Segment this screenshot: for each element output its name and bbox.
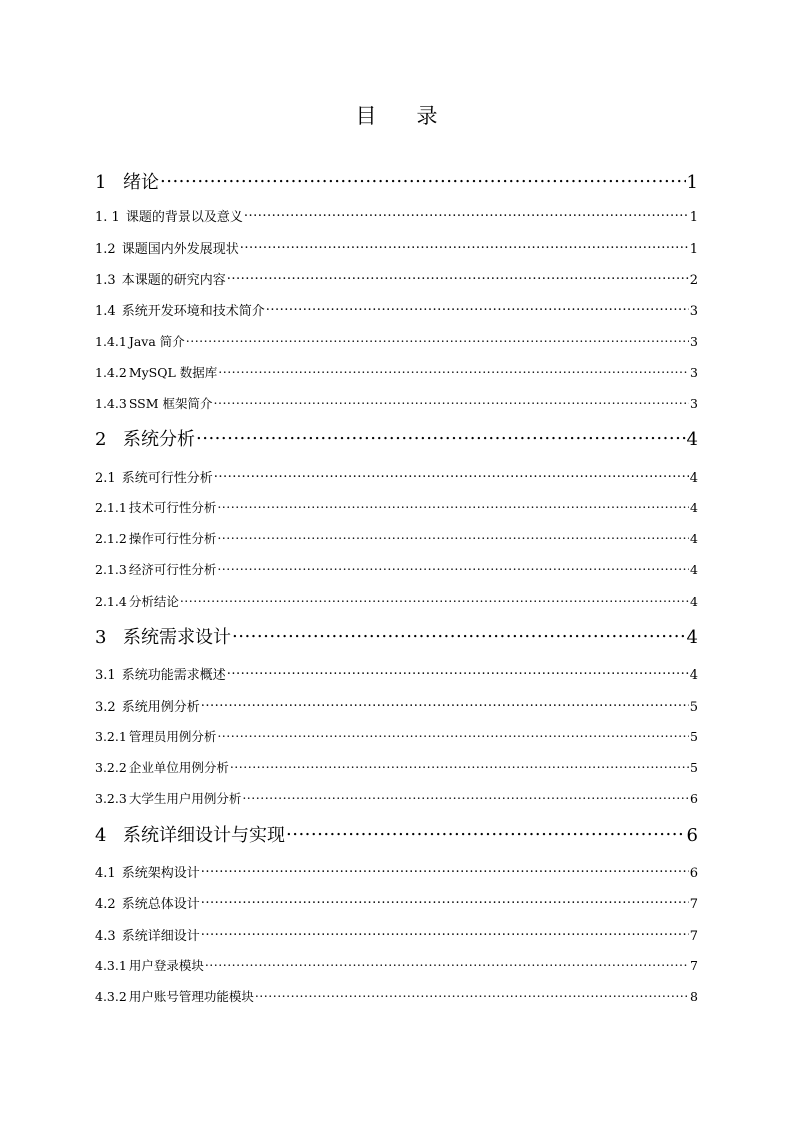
toc-entry-title: 课题国内外发展现状	[121, 242, 239, 257]
toc-entry-number: 1.3	[95, 273, 116, 288]
toc-entry-number: 1.4.2	[95, 365, 127, 380]
toc-entry-number: 3.2.2	[95, 760, 127, 775]
toc-entry-number: 4.3.1	[95, 958, 127, 973]
toc-entry-title: 课题的背景以及意义	[125, 210, 243, 225]
toc-entry-title: 管理员用例分析	[128, 729, 217, 744]
toc-entry-number: 1.4	[95, 304, 116, 319]
dot-leader	[214, 469, 689, 482]
toc-entry-label	[95, 623, 231, 649]
toc-entry-label	[95, 987, 254, 1005]
toc-entry[interactable]	[95, 592, 698, 610]
dot-leader	[201, 698, 689, 711]
toc-entry-page-number: 6	[689, 866, 698, 881]
toc-entry-label	[95, 206, 243, 225]
toc-entry-label	[95, 238, 239, 257]
toc-entry-title: 绪论	[123, 172, 159, 193]
toc-entry-title: 用户账号管理功能模块	[128, 989, 254, 1004]
toc-entry-label	[95, 498, 216, 516]
toc-entry[interactable]	[95, 727, 698, 745]
toc-entry-title: 分析结论	[128, 594, 179, 609]
dot-leader	[232, 625, 686, 643]
toc-entry-number: 3.2	[95, 700, 116, 715]
dot-leader	[227, 271, 689, 284]
toc-entry-label	[95, 269, 226, 288]
toc-entry[interactable]	[95, 623, 698, 649]
toc-entry-label	[95, 529, 216, 547]
toc-entry-title: 系统分析	[123, 429, 195, 450]
toc-entry-page-number: 4	[686, 429, 698, 450]
dot-leader	[201, 864, 689, 877]
toc-entry[interactable]	[95, 758, 698, 776]
dot-leader	[227, 666, 689, 679]
toc-entry-page-number: 7	[689, 929, 698, 944]
toc-entry-label	[95, 821, 285, 847]
toc-entry-page-number: 3	[690, 365, 698, 380]
toc-entry-title: 系统用例分析	[121, 700, 200, 715]
toc-entry-label	[95, 560, 216, 578]
toc-entry-title: 企业单位用例分析	[128, 760, 229, 775]
dot-leader	[244, 208, 689, 221]
toc-entry-title: 技术可行性分析	[128, 500, 217, 515]
toc-entry-page-number: 8	[690, 989, 698, 1004]
dot-leader	[266, 302, 689, 315]
toc-entry-label	[95, 467, 213, 486]
toc-entry[interactable]	[95, 529, 698, 547]
dot-leader	[255, 989, 689, 1002]
toc-entry-title: 系统开发环境和技术简介	[121, 304, 265, 319]
toc-entry[interactable]	[95, 498, 698, 516]
page-title	[0, 100, 793, 130]
toc-entry[interactable]	[95, 467, 698, 486]
toc-entry-page-number: 7	[689, 897, 698, 912]
toc-entry-title: Java 简介	[128, 334, 185, 349]
toc-entry-title: 操作可行性分析	[128, 531, 217, 546]
toc-entry-label	[95, 592, 179, 610]
toc-entry-title: 系统需求设计	[123, 627, 231, 648]
toc-entry-title: 用户登录模块	[128, 958, 204, 973]
toc-entry-label	[95, 925, 200, 944]
toc-entry-page-number: 5	[690, 760, 698, 775]
toc-entry-page-number: 1	[689, 242, 698, 257]
toc-entry[interactable]	[95, 956, 698, 974]
toc-entry-page-number: 4	[686, 627, 698, 648]
toc-entry-title: 本课题的研究内容	[121, 273, 226, 288]
dot-leader	[180, 594, 689, 607]
toc-entry-number: 2.1.3	[95, 562, 127, 577]
dot-leader	[286, 823, 686, 841]
toc-entry-page-number: 1	[689, 210, 698, 225]
dot-leader	[160, 170, 686, 188]
dot-leader	[217, 500, 689, 513]
toc-entry-title: 系统详细设计	[121, 929, 200, 944]
toc-entry-label	[95, 956, 204, 974]
toc-entry-title: 系统可行性分析	[121, 471, 213, 486]
toc-entry-title: 经济可行性分析	[128, 562, 217, 577]
toc-entry-number: 3	[95, 627, 107, 648]
toc-entry[interactable]	[95, 206, 698, 225]
toc-entry-number: 4.1	[95, 866, 116, 881]
dot-leader	[240, 240, 689, 253]
toc-entry[interactable]	[95, 925, 698, 944]
toc-entry-page-number: 7	[690, 958, 698, 973]
toc-entry[interactable]	[95, 425, 698, 451]
toc-entry-page-number: 5	[689, 700, 698, 715]
toc-entry-page-number: 4	[690, 531, 698, 546]
title-char-2: 录	[416, 104, 438, 128]
toc-entry-number: 4.2	[95, 897, 116, 912]
toc-entry[interactable]	[95, 269, 698, 288]
toc-entry-label	[95, 394, 213, 412]
toc-entry-title: 大学生用户用例分析	[128, 791, 242, 806]
toc-entry-number: 2.1.4	[95, 594, 127, 609]
toc-entry-title: SSM 框架简介	[128, 396, 213, 411]
toc-entry[interactable]	[95, 893, 698, 912]
toc-entry-number: 4.3	[95, 929, 116, 944]
toc-entry[interactable]	[95, 363, 698, 381]
toc-entry-label	[95, 332, 185, 350]
toc-entry-label	[95, 300, 265, 319]
toc-entry-number: 2.1.1	[95, 500, 127, 515]
toc-entry-title: 系统详细设计与实现	[123, 825, 285, 846]
toc-entry-label	[95, 363, 217, 381]
toc-entry-page-number: 3	[690, 396, 698, 411]
toc-entry[interactable]	[95, 664, 698, 683]
toc-entry-page-number: 2	[689, 273, 698, 288]
dot-leader	[201, 895, 689, 908]
toc-entry-label	[95, 425, 195, 451]
toc-entry-number: 3.2.3	[95, 791, 127, 806]
toc-entry-page-number: 4	[690, 562, 698, 577]
toc-entry[interactable]	[95, 300, 698, 319]
toc-entry[interactable]	[95, 789, 698, 807]
toc-entry[interactable]	[95, 168, 698, 194]
dot-leader	[230, 760, 689, 773]
toc-entry-title: 系统功能需求概述	[121, 668, 226, 683]
toc-entry-number: 1.4.3	[95, 396, 127, 411]
toc-entry-label	[95, 696, 200, 715]
toc-entry-title: MySQL 数据库	[128, 365, 218, 380]
toc-entry-number: 1.2	[95, 242, 116, 257]
toc-entry-number: 1	[95, 172, 107, 193]
toc-entry-number: 3.1	[95, 668, 116, 683]
toc-entry-title: 系统架构设计	[121, 866, 200, 881]
toc-entry-number: 2.1	[95, 471, 116, 486]
toc-entry-number: 2	[95, 429, 107, 450]
toc-entry-number: 2.1.2	[95, 531, 127, 546]
toc-entry-page-number: 3	[690, 334, 698, 349]
toc-entry-label	[95, 758, 229, 776]
toc-entry[interactable]	[95, 332, 698, 350]
toc-entry[interactable]	[95, 238, 698, 257]
toc-entry-number: 3.2.1	[95, 729, 127, 744]
dot-leader	[217, 531, 689, 544]
toc-entry-label	[95, 893, 200, 912]
toc-entry-page-number: 1	[686, 172, 698, 193]
toc-entry-page-number: 3	[689, 304, 698, 319]
dot-leader	[217, 729, 689, 742]
toc-entry-page-number: 5	[690, 729, 698, 744]
dot-leader	[214, 396, 690, 409]
title-char-1: 目	[355, 104, 377, 128]
dot-leader	[186, 334, 689, 347]
toc-entry[interactable]	[95, 987, 698, 1005]
toc-entry-number: 4	[95, 825, 107, 846]
toc-entry-label	[95, 789, 241, 807]
toc-entry-number: 4.3.2	[95, 989, 127, 1004]
toc-entry-page-number: 4	[689, 668, 698, 683]
toc-entry-page-number: 6	[690, 791, 698, 806]
toc-entry-label	[95, 862, 200, 881]
toc-entry-page-number: 4	[690, 500, 698, 515]
toc-entry-page-number: 6	[686, 825, 698, 846]
toc-entry[interactable]	[95, 821, 698, 847]
toc-entry-page-number: 4	[689, 471, 698, 486]
toc-entry-label	[95, 168, 159, 194]
dot-leader	[201, 927, 689, 940]
toc-entry[interactable]	[95, 560, 698, 578]
toc-entry-page-number: 4	[690, 594, 698, 609]
dot-leader	[196, 427, 686, 445]
toc-entry-number: 1.4.1	[95, 334, 127, 349]
dot-leader	[218, 365, 689, 378]
toc-entry[interactable]	[95, 394, 698, 412]
toc-entry[interactable]	[95, 696, 698, 715]
toc-entry-number: 1. 1	[95, 210, 120, 225]
dot-leader	[205, 958, 689, 971]
dot-leader	[242, 791, 689, 804]
dot-leader	[217, 562, 689, 575]
toc-entry-title: 系统总体设计	[121, 897, 200, 912]
toc-entry[interactable]	[95, 862, 698, 881]
toc-entry-label	[95, 727, 216, 745]
toc-entry-label	[95, 664, 226, 683]
